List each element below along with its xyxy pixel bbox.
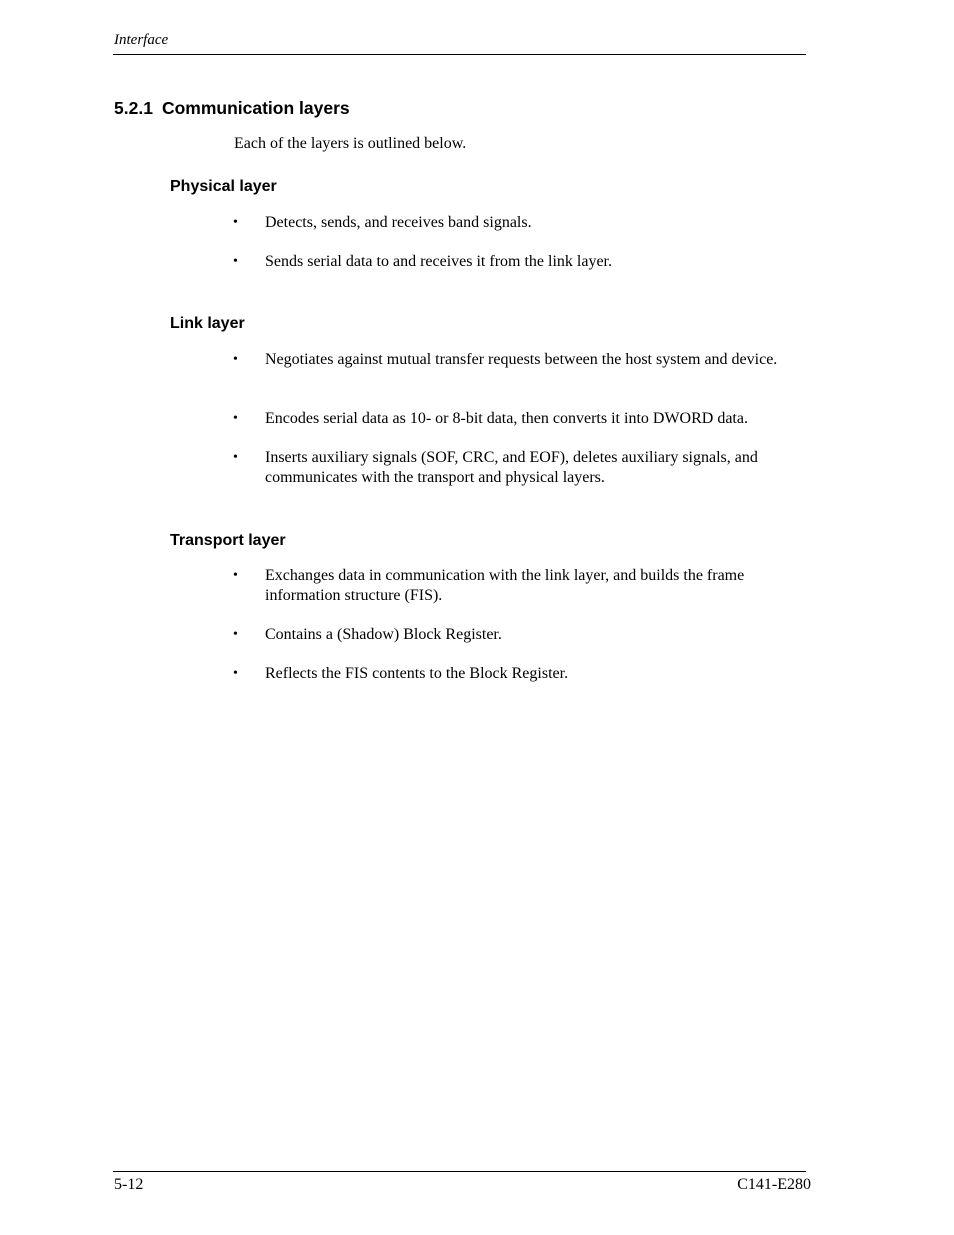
- list-item: [233, 409, 803, 429]
- list-item-text: Encodes serial data as 10- or 8-bit data, then converts it into DWORD data.: [265, 410, 748, 427]
- header-rule: [113, 54, 806, 55]
- list-item-text: Sends serial data to and receives it from the link layer.: [265, 253, 612, 270]
- transport-layer-heading: Transport layer: [170, 532, 286, 549]
- section-heading: [114, 98, 350, 119]
- footer-rule: [113, 1171, 806, 1172]
- bullet-icon: •: [233, 411, 238, 426]
- list-item: [233, 448, 803, 488]
- list-item: [233, 350, 803, 370]
- list-item-text: Inserts auxiliary signals (SOF, CRC, and EOF), deletes auxiliary signals, and communicates with the transport and physical layers.: [265, 449, 758, 486]
- bullet-icon: •: [233, 627, 238, 642]
- bullet-icon: •: [233, 254, 238, 269]
- page-number: 5-12: [114, 1176, 144, 1193]
- link-layer-heading: Link layer: [170, 315, 245, 332]
- list-item: [233, 566, 803, 606]
- list-item: [233, 213, 803, 233]
- list-item: [233, 625, 803, 645]
- list-item-text: Contains a (Shadow) Block Register.: [265, 626, 502, 643]
- list-item-text: Detects, sends, and receives band signals.: [265, 214, 532, 231]
- list-item: [233, 664, 803, 684]
- document-code: C141-E280: [737, 1176, 811, 1193]
- bullet-icon: •: [233, 450, 238, 465]
- section-number: 5.2.1: [114, 98, 153, 118]
- section-intro: Each of the layers is outlined below.: [234, 135, 467, 152]
- bullet-icon: •: [233, 666, 238, 681]
- list-item-text: Reflects the FIS contents to the Block Register.: [265, 665, 569, 682]
- list-item-text: Exchanges data in communication with the link layer, and builds the frame information structure (FIS).: [265, 567, 745, 604]
- running-header: Interface: [114, 32, 169, 48]
- section-title: Communication layers: [161, 98, 350, 118]
- physical-layer-heading: Physical layer: [170, 178, 277, 195]
- bullet-icon: •: [233, 568, 238, 583]
- bullet-icon: •: [233, 215, 238, 230]
- list-item-text: Negotiates against mutual transfer requests between the host system and device.: [265, 351, 778, 368]
- bullet-icon: •: [233, 352, 238, 367]
- list-item: [233, 252, 803, 272]
